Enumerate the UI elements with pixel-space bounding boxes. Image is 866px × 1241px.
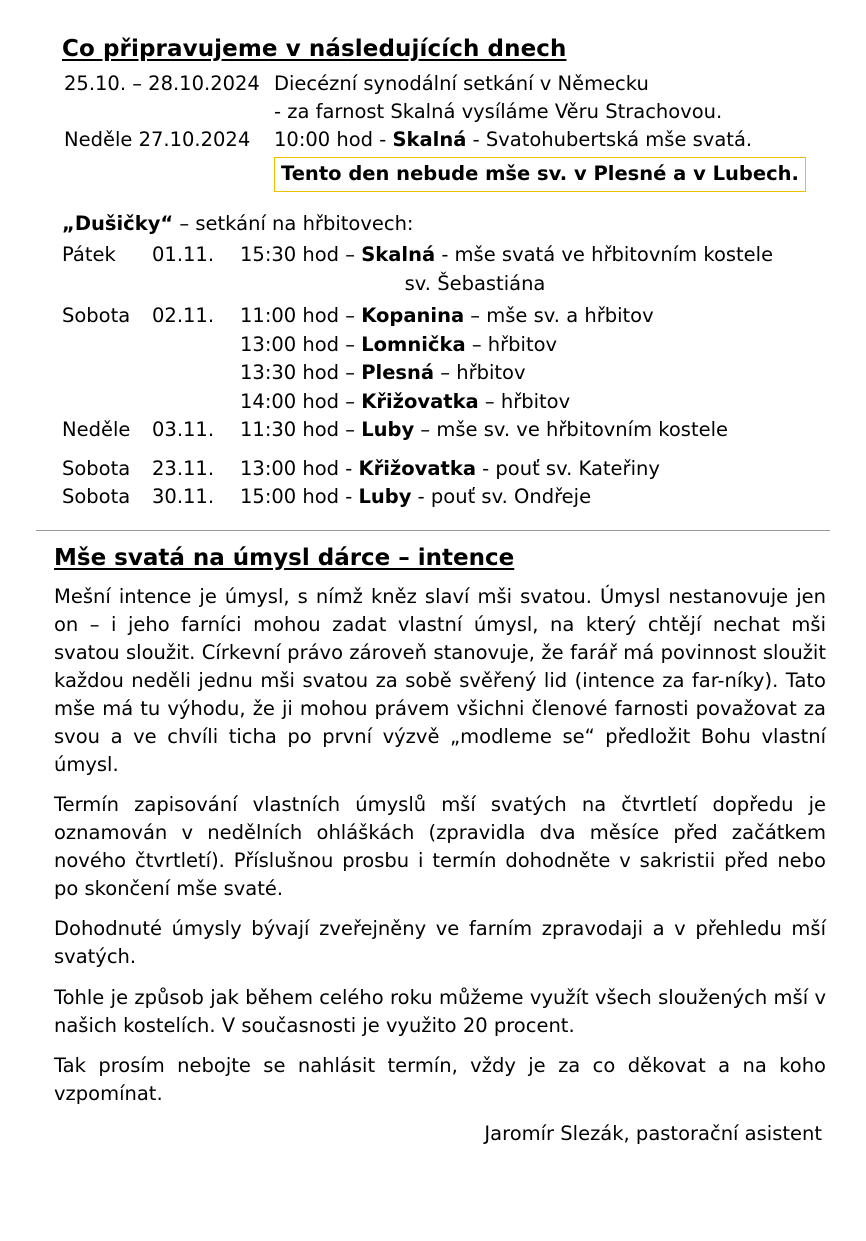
schedule-time: 15:00 hod - [240,485,359,509]
schedule-place: Křižovatka [361,389,479,413]
schedule-place: Plesná [361,361,435,385]
upcoming-place: Skalná [392,128,467,152]
schedule-day: Sobota [62,485,131,509]
schedule-place: Lomnička [361,332,466,356]
schedule-subline: sv. Šebastiána [404,271,546,295]
upcoming-text: - za farnost Skalná vysíláme Věru Strachovou. [274,100,723,124]
upcoming-date: Neděle 27.10.2024 [64,128,251,152]
intence-paragraph: Tak prosím nebojte se nahlásit termín, vždy je za co děkovat a na koho vzpomínat. [54,1053,826,1105]
schedule-detail [240,359,830,387]
schedule-day: Sobota [62,304,131,328]
intence-paragraph: Termín zapisování vlastních úmyslů mší svatých na čtvrtletí dopředu je oznamován v nedělních ohláškách (zpravidla dva měsíce před začátkem nového čtvrtletí). Příslušnou prosbu i termín dohodněte v sakristii před nebo po skončení mše svaté. [54,793,826,901]
upcoming-desc: - Svatohubertská mše svatá. [466,128,753,152]
upcoming-row [64,126,830,154]
schedule-time: 13:00 hod - [240,456,359,480]
schedule-desc: - pouť sv. Kateřiny [475,456,660,480]
schedule-desc: - mše svatá ve hřbitovním kostele [435,243,774,267]
schedule-place: Luby [361,418,415,442]
schedule-detail [240,388,830,416]
upcoming-row [64,98,830,126]
intence-paragraph: Dohodnuté úmysly bývají zveřejněny ve farním zpravodaji a v přehledu mší svatých. [54,917,826,969]
upcoming-text: Diecézní synodální setkání v Německu [274,72,649,95]
section-title-intence: Mše svatá na úmysl dárce – intence [54,544,515,571]
schedule-detail [240,455,830,483]
schedule-desc: - pouť sv. Ondřeje [411,485,592,509]
schedule-row [62,455,830,483]
schedule-date: 01.11. [152,243,215,267]
schedule-place: Luby [358,485,412,509]
section-divider [36,530,830,531]
schedule-row [62,331,830,359]
schedule-detail [240,416,830,444]
schedule-day: Pátek [62,243,116,267]
schedule-row [62,302,830,330]
schedule-row [62,388,830,416]
schedule-time: 11:30 hod – [240,418,362,442]
schedule-place: Kopanina [361,304,465,328]
schedule-desc: – mše sv. ve hřbitovním kostele [414,418,729,442]
section-title-upcoming: Co připravujeme v následujících dnech [62,36,567,62]
schedule-row [62,241,830,269]
schedule-detail [240,483,830,511]
schedule-desc: – hřbitov [434,361,526,385]
schedule-date: 23.11. [152,456,215,480]
upcoming-list [64,70,830,192]
dusicky-heading-rest: – setkání na hřbitovech: [173,212,414,236]
schedule-row [62,416,830,444]
schedule-desc: – hřbitov [465,332,558,356]
upcoming-date: 25.10. – 28.10.2024 [64,72,260,95]
dusicky-schedule [62,241,830,511]
schedule-place: Křižovatka [358,456,476,480]
schedule-desc: – mše sv. a hřbitov [464,304,654,328]
highlight-notice: Tento den nebude mše sv. v Plesné a v Lubech. [274,157,806,192]
upcoming-time: 10:00 hod - [274,128,393,152]
dusicky-heading-bold: „Dušičky“ [62,212,174,236]
schedule-desc: – hřbitov [478,389,571,413]
upcoming-row [64,70,830,98]
schedule-place: Skalná [361,243,436,267]
schedule-time: 13:30 hod – [240,361,362,385]
schedule-time: 14:00 hod – [240,389,362,413]
intence-paragraph: Mešní intence je úmysl, s nímž kněz slaví mši svatou. Úmysl nestanovuje jen on – i jeho farníci mohou zadat vlastní úmysl, na který chtějí nechat mši svatou sloužit. Církevní právo zároveň stanovuje, že farář má povinnost sloužit každou neděli jednu mši svatou za sobě svěřený lid (intence za far-níky). Tato mše má tu výhodu, že ji mohou právem všichni členové farnosti považovat za svou a ve chvíli ticha po první výzvě „modleme se“ předložit Bohu vlastní úmysl. [54,584,826,776]
schedule-date: 03.11. [152,418,215,442]
schedule-time: 13:00 hod – [240,332,362,356]
author-signature: Jaromír Slezák, pastorační asistent [484,1121,822,1145]
intence-paragraph: Tohle je způsob jak během celého roku můžeme využít všech sloužených mší v našich kostelích. V současnosti je využito 20 procent. [54,985,826,1037]
dusicky-heading [62,212,830,235]
schedule-row [62,483,830,511]
upcoming-text [274,126,830,154]
schedule-detail [240,241,830,269]
schedule-time: 15:30 hod – [240,243,362,267]
schedule-detail [240,331,830,359]
schedule-day: Neděle [62,418,131,442]
schedule-date: 30.11. [152,485,215,509]
schedule-time: 11:00 hod – [240,304,362,328]
schedule-detail [240,302,830,330]
schedule-row [62,359,830,387]
schedule-date: 02.11. [152,304,215,328]
schedule-day: Sobota [62,456,131,480]
